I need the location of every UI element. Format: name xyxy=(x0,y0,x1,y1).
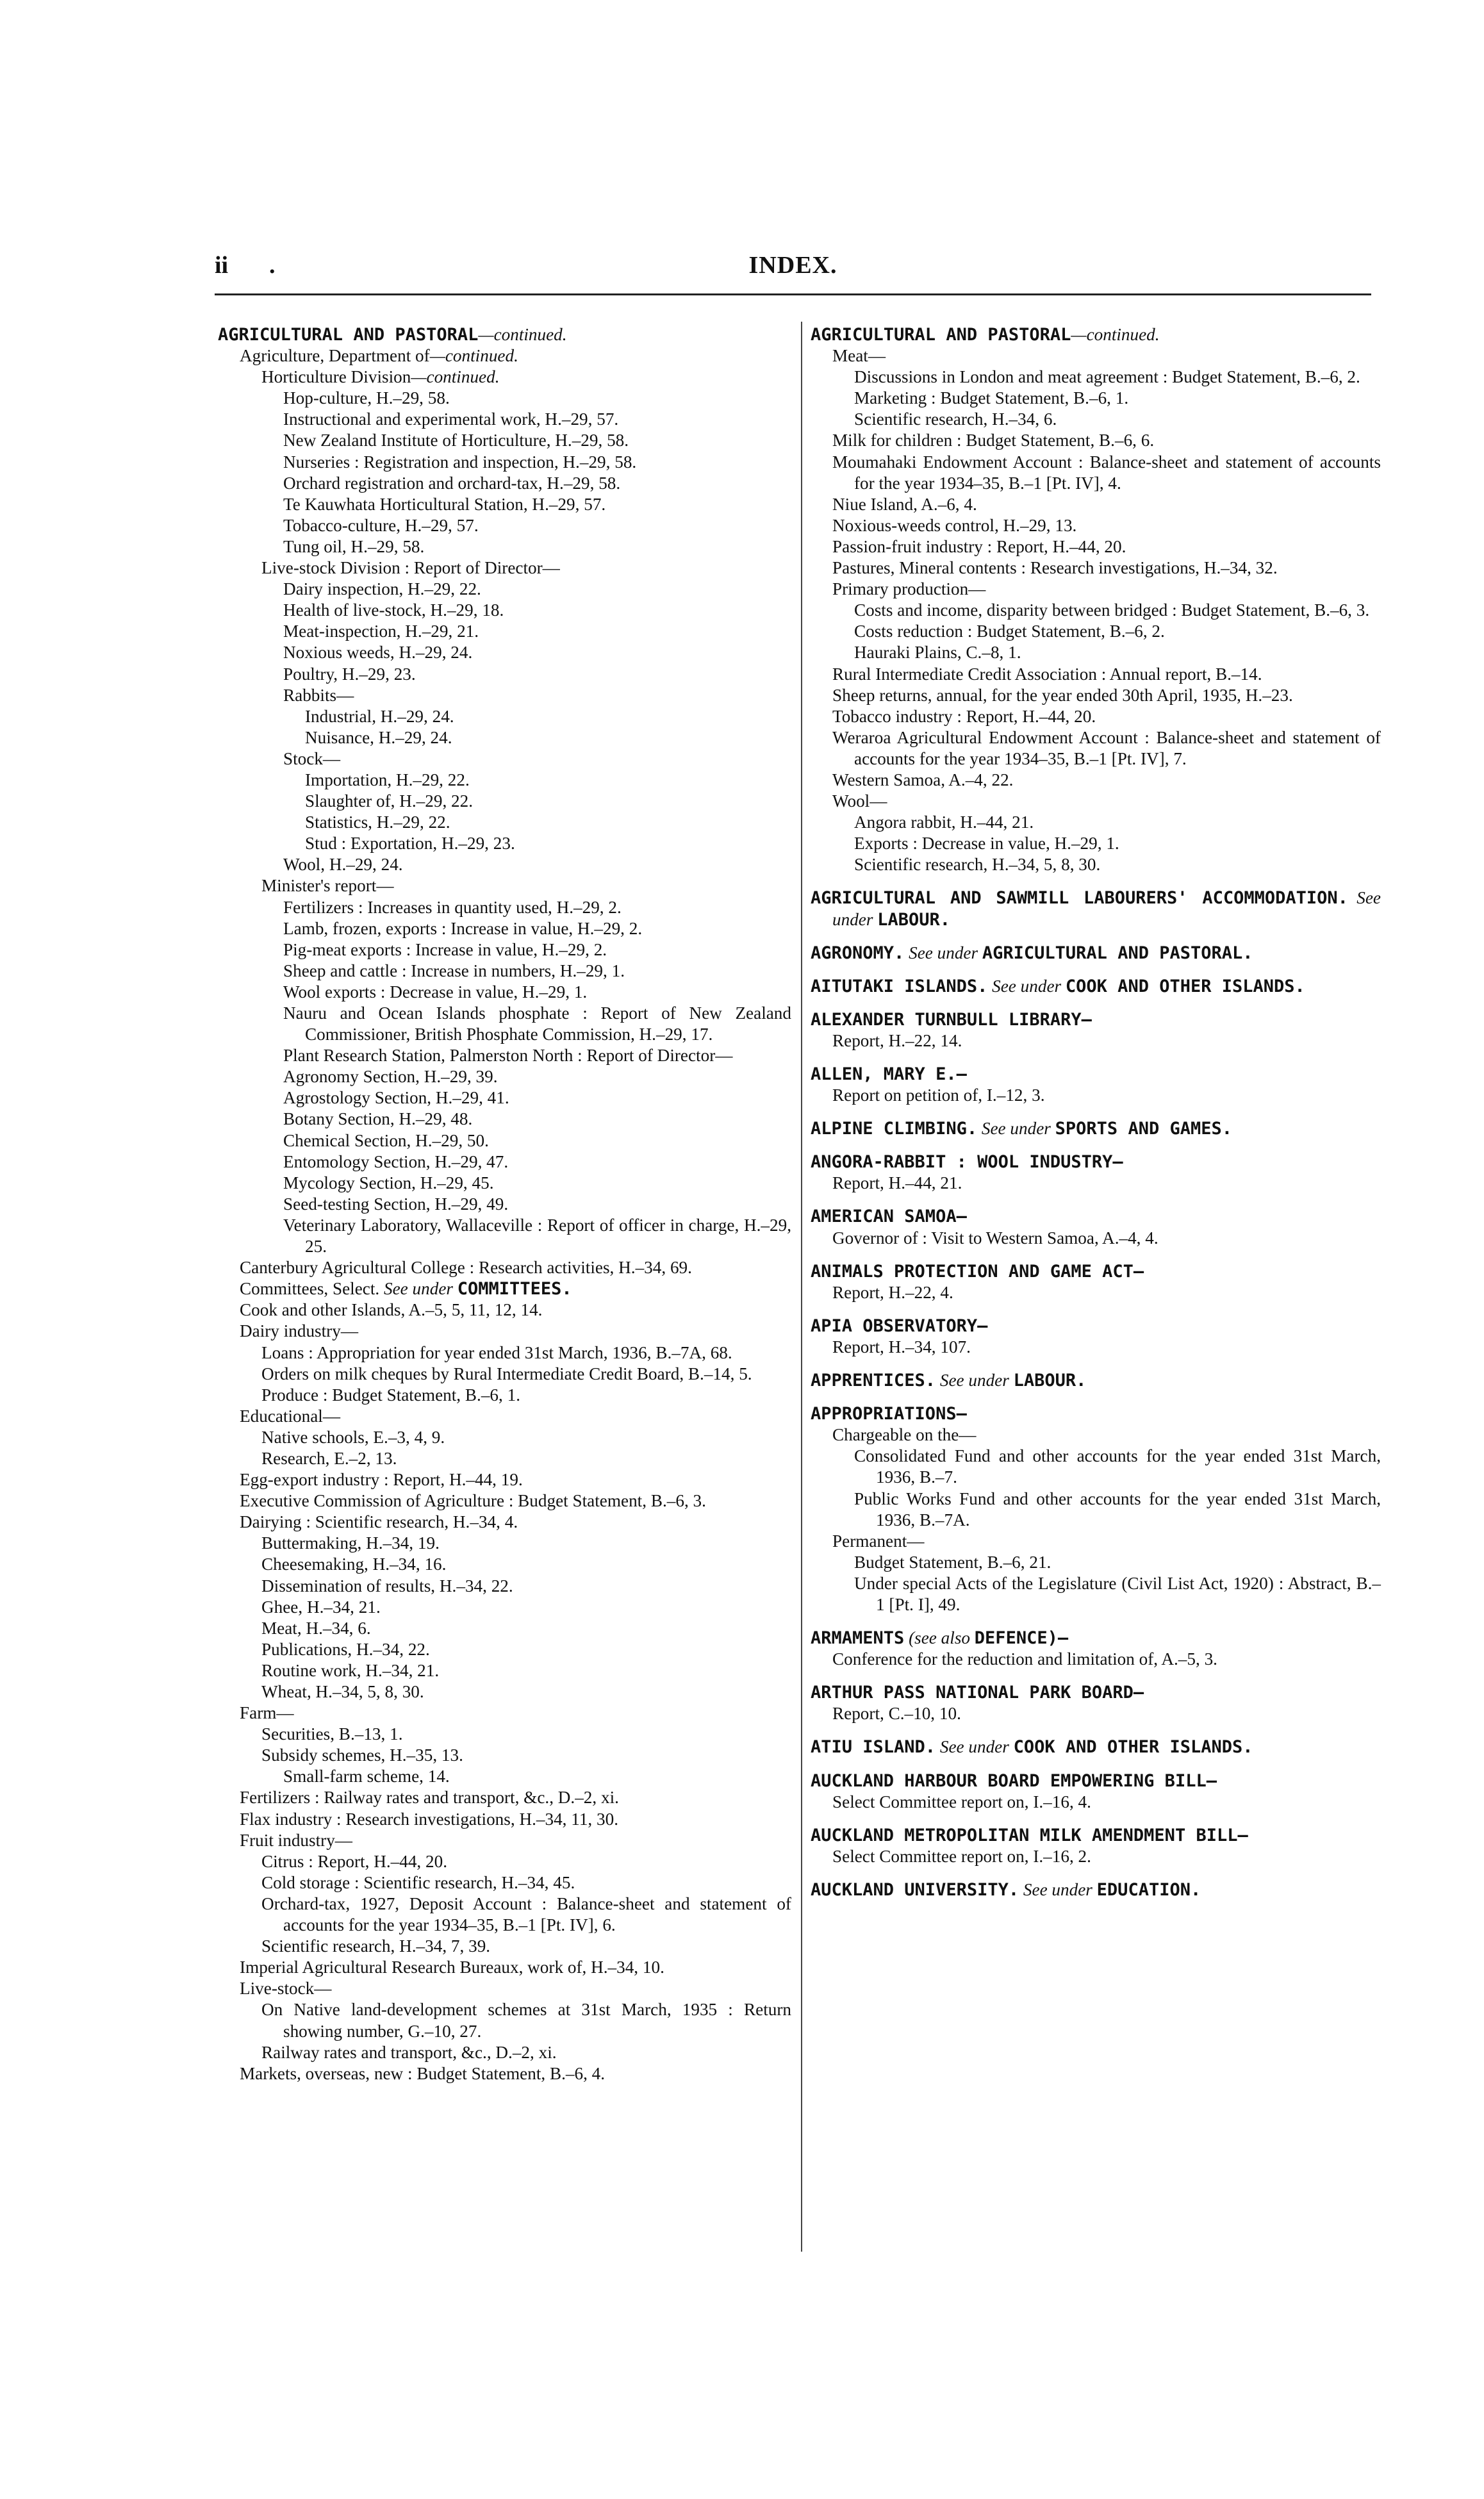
subentry: Moumahaki Endowment Account : Balance-sheet and statement of accounts for the year 1934–35, B.–1 [Pt. IV], 4. xyxy=(832,452,1381,493)
subentry: Stock— xyxy=(283,748,341,768)
subentry: Cook and other Islands, A.–5, 5, 11, 12, 14. xyxy=(240,1300,543,1320)
list-item: Report, C.–10, 10. xyxy=(832,1704,961,1724)
index-entry-heading: ALLEN, MARY E.— xyxy=(811,1064,967,1084)
index-entry-heading: AUCKLAND METROPOLITAN MILK AMENDMENT BILL— xyxy=(811,1825,1248,1845)
index-entry-heading: AUCKLAND HARBOUR BOARD EMPOWERING BILL— xyxy=(811,1770,1217,1791)
list-item: Railway rates and transport, &c., D.–2, xi. xyxy=(261,2042,557,2062)
list-item: Mycology Section, H.–29, 45. xyxy=(283,1173,494,1192)
list-item: Angora rabbit, H.–44, 21. xyxy=(854,812,1034,832)
subentry: Tobacco industry : Report, H.–44, 20. xyxy=(832,706,1096,726)
index-entry: AGRICULTURAL AND SAWMILL LABOURERS' ACCOMMODATION. See under LABOUR. xyxy=(811,888,1381,930)
subentry: Weraroa Agricultural Endowment Account : Balance-sheet and statement of accounts for the year 1934–35, B.–1 [Pt. IV], 7. xyxy=(832,727,1381,768)
list-item: Select Committee report on, I.–16, 2. xyxy=(832,1846,1091,1866)
list-item: Exports : Decrease in value, H.–29, 1. xyxy=(854,834,1119,854)
subentry: Passion-fruit industry : Report, H.–44, 20. xyxy=(832,536,1126,556)
subentry: Wool— xyxy=(832,791,887,811)
list-item: Tobacco-culture, H.–29, 57. xyxy=(283,515,479,535)
list-item: Dairy inspection, H.–29, 22. xyxy=(283,579,481,599)
subentry: Plant Research Station, Palmerston North : Report of Director— xyxy=(283,1046,733,1066)
index-entry: ALPINE CLIMBING. See under SPORTS AND GAMES. xyxy=(811,1119,1232,1139)
subentry: Fertilizers : Railway rates and transport, &c., D.–2, xi. xyxy=(240,1788,619,1808)
list-item: Research, E.–2, 13. xyxy=(261,1448,397,1468)
list-item: Cheesemaking, H.–34, 16. xyxy=(261,1555,447,1574)
list-item: Scientific research, H.–34, 6. xyxy=(854,409,1057,429)
list-item: Stud : Exportation, H.–29, 23. xyxy=(305,834,515,854)
list-item: Industrial, H.–29, 24. xyxy=(305,706,454,726)
list-item: Veterinary Laboratory, Wallaceville : Report of officer in charge, H.–29, 25. xyxy=(283,1215,791,1257)
subentry: Farm— xyxy=(240,1703,294,1723)
list-item: Report, H.–22, 4. xyxy=(832,1282,953,1302)
subentry: Imperial Agricultural Research Bureaux, work of, H.–34, 10. xyxy=(240,1958,664,1977)
list-item: Citrus : Report, H.–44, 20. xyxy=(261,1851,447,1871)
list-item: Buttermaking, H.–34, 19. xyxy=(261,1533,440,1553)
list-item: Report, H.–34, 107. xyxy=(832,1337,971,1357)
subentry: Horticulture Division—continued. xyxy=(261,367,500,387)
list-item: Importation, H.–29, 22. xyxy=(305,770,470,789)
subentry: Dairying : Scientific research, H.–34, 4. xyxy=(240,1512,518,1532)
list-item: Nauru and Ocean Islands phosphate : Report of New Zealand Commissioner, British Phosphate Commission, H.–29, 17. xyxy=(283,1003,791,1044)
list-item: Hauraki Plains, C.–8, 1. xyxy=(854,643,1021,663)
list-item: Fertilizers : Increases in quantity used, H.–29, 2. xyxy=(283,897,622,917)
list-item: Poultry, H.–29, 23. xyxy=(283,664,416,684)
list-item: Orchard-tax, 1927, Deposit Account : Balance-sheet and statement of accounts for the year 1934–35, B.–1 [Pt. IV], 6. xyxy=(261,1893,791,1935)
list-item: Small-farm scheme, 14. xyxy=(283,1767,450,1786)
index-entry-heading: APIA OBSERVATORY— xyxy=(811,1315,988,1336)
list-item: Orders on milk cheques by Rural Intermediate Credit Board, B.–14, 5. xyxy=(261,1364,752,1383)
subentry: Live-stock— xyxy=(240,1979,332,1999)
list-item: New Zealand Institute of Horticulture, H.–29, 58. xyxy=(283,431,629,450)
subentry: Niue Island, A.–6, 4. xyxy=(832,494,977,514)
list-item: Meat-inspection, H.–29, 21. xyxy=(283,622,479,641)
list-item: Governor of : Visit to Western Samoa, A.–4, 4. xyxy=(832,1228,1158,1248)
list-item: Pig-meat exports : Increase in value, H.–29, 2. xyxy=(283,939,607,959)
list-item: Wheat, H.–34, 5, 8, 30. xyxy=(261,1682,424,1701)
list-item: Dissemination of results, H.–34, 22. xyxy=(261,1576,513,1596)
subentry: Live-stock Division : Report of Director— xyxy=(261,558,560,578)
page-title: INDEX. xyxy=(748,252,837,279)
list-item: Report on petition of, I.–12, 3. xyxy=(832,1085,1045,1105)
entry-heading: AGRICULTURAL AND PASTORAL—continued. xyxy=(811,325,1160,345)
subentry: Executive Commission of Agriculture : Budget Statement, B.–6, 3. xyxy=(240,1491,706,1511)
list-item: Public Works Fund and other accounts for the year ended 31st March, 1936, B.–7A. xyxy=(854,1489,1381,1530)
subentry: Egg-export industry : Report, H.–44, 19. xyxy=(240,1470,523,1490)
subentry: Noxious-weeds control, H.–29, 13. xyxy=(832,515,1077,535)
list-item: Nurseries : Registration and inspection, H.–29, 58. xyxy=(283,452,637,472)
list-item: Securities, B.–13, 1. xyxy=(261,1724,403,1744)
list-item: Botany Section, H.–29, 48. xyxy=(283,1109,473,1129)
list-item: Loans : Appropriation for year ended 31st March, 1936, B.–7A, 68. xyxy=(261,1342,732,1362)
list-item: Marketing : Budget Statement, B.–6, 1. xyxy=(854,388,1129,408)
list-item: Sheep and cattle : Increase in numbers, H.–29, 1. xyxy=(283,961,625,980)
subentry: Rural Intermediate Credit Association : Annual report, B.–14. xyxy=(832,664,1262,684)
list-item: Publications, H.–34, 22. xyxy=(261,1639,430,1659)
index-entry-heading: ALEXANDER TURNBULL LIBRARY— xyxy=(811,1009,1092,1030)
list-item: Lamb, frozen, exports : Increase in value, H.–29, 2. xyxy=(283,918,643,938)
list-item: Cold storage : Scientific research, H.–34, 45. xyxy=(261,1872,575,1892)
index-entry: APPRENTICES. See under LABOUR. xyxy=(811,1371,1087,1391)
index-entry-heading: AMERICAN SAMOA— xyxy=(811,1207,967,1227)
subentry: Committees, Select. See under COMMITTEES. xyxy=(240,1279,572,1299)
page-number-dot: . xyxy=(269,252,276,279)
list-item: Tung oil, H.–29, 58. xyxy=(283,536,425,556)
list-item: Select Committee report on, I.–16, 4. xyxy=(832,1792,1091,1811)
header-rule xyxy=(215,293,1371,295)
column-divider xyxy=(801,322,802,2252)
list-item: Wool, H.–29, 24. xyxy=(283,855,403,875)
list-item: Produce : Budget Statement, B.–6, 1. xyxy=(261,1385,520,1405)
index-entry-heading: ANIMALS PROTECTION AND GAME ACT— xyxy=(811,1261,1144,1282)
subentry: Flax industry : Research investigations, H.–34, 11, 30. xyxy=(240,1809,619,1829)
list-item: Ghee, H.–34, 21. xyxy=(261,1597,381,1617)
subentry: Meat— xyxy=(832,346,886,366)
left-column xyxy=(218,324,791,2084)
list-item: Health of live-stock, H.–29, 18. xyxy=(283,600,504,620)
list-item: Agronomy Section, H.–29, 39. xyxy=(283,1067,498,1087)
list-item: Orchard registration and orchard-tax, H.–29, 58. xyxy=(283,473,621,493)
list-item: Seed-testing Section, H.–29, 49. xyxy=(283,1194,509,1214)
subentry: Minister's report— xyxy=(261,876,394,896)
list-item: Noxious weeds, H.–29, 24. xyxy=(283,643,473,663)
list-item: Discussions in London and meat agreement : Budget Statement, B.–6, 2. xyxy=(854,367,1360,387)
index-entry: AGRONOMY. See under AGRICULTURAL AND PASTORAL. xyxy=(811,943,1253,963)
list-item: Nuisance, H.–29, 24. xyxy=(305,727,452,747)
list-item: Agrostology Section, H.–29, 41. xyxy=(283,1088,509,1108)
page-number: ii xyxy=(215,252,229,279)
subentry: Canterbury Agricultural College : Research activities, H.–34, 69. xyxy=(240,1258,692,1278)
list-item: Report, H.–22, 14. xyxy=(832,1030,962,1050)
list-item: Native schools, E.–3, 4, 9. xyxy=(261,1427,445,1447)
subentry: Dairy industry— xyxy=(240,1321,359,1341)
list-item: Report, H.–44, 21. xyxy=(832,1173,962,1193)
index-entry-heading: ARMAMENTS (see also DEFENCE)— xyxy=(811,1628,1069,1649)
index-entry-heading: ARTHUR PASS NATIONAL PARK BOARD— xyxy=(811,1683,1144,1703)
subentry: Western Samoa, A.–4, 22. xyxy=(832,770,1014,789)
list-item: Chemical Section, H.–29, 50. xyxy=(283,1130,489,1150)
list-item: Hop-culture, H.–29, 58. xyxy=(283,388,450,408)
list-item: Scientific research, H.–34, 7, 39. xyxy=(261,1936,491,1956)
subentry: Permanent— xyxy=(832,1531,925,1551)
subentry: Rabbits— xyxy=(283,685,354,705)
subentry: Primary production— xyxy=(832,579,986,599)
list-item: Te Kauwhata Horticultural Station, H.–29, 57. xyxy=(283,494,606,514)
list-item: Budget Statement, B.–6, 21. xyxy=(854,1552,1051,1572)
subentry: Chargeable on the— xyxy=(832,1425,977,1445)
entry-heading: AGRICULTURAL AND PASTORAL—continued. xyxy=(218,325,567,345)
list-item: Subsidy schemes, H.–35, 13. xyxy=(261,1745,463,1765)
list-item: Conference for the reduction and limitation of, A.–5, 3. xyxy=(832,1649,1217,1669)
list-item: Statistics, H.–29, 22. xyxy=(305,812,450,832)
subentry: Sheep returns, annual, for the year ended 30th April, 1935, H.–23. xyxy=(832,685,1293,705)
right-column xyxy=(811,324,1381,1901)
index-entry-heading: APPROPRIATIONS— xyxy=(811,1404,967,1424)
index-entry: AUCKLAND UNIVERSITY. See under EDUCATION. xyxy=(811,1879,1201,1900)
list-item: Costs and income, disparity between bridged : Budget Statement, B.–6, 3. xyxy=(854,600,1370,620)
index-entry: ATIU ISLAND. See under COOK AND OTHER ISLANDS. xyxy=(811,1737,1253,1758)
index-entry-heading: ANGORA-RABBIT : WOOL INDUSTRY— xyxy=(811,1152,1123,1173)
subentry: Markets, overseas, new : Budget Statement, B.–6, 4. xyxy=(240,2063,606,2083)
list-item: Routine work, H.–34, 21. xyxy=(261,1660,440,1680)
index-entry: AITUTAKI ISLANDS. See under COOK AND OTHER ISLANDS. xyxy=(811,976,1305,996)
list-item: Costs reduction : Budget Statement, B.–6, 2. xyxy=(854,622,1165,641)
list-item: Entomology Section, H.–29, 47. xyxy=(283,1151,509,1171)
list-item: Under special Acts of the Legislature (Civil List Act, 1920) : Abstract, B.–1 [Pt. I], 49. xyxy=(854,1573,1381,1614)
page-header xyxy=(215,251,1371,290)
list-item: Instructional and experimental work, H.–29, 57. xyxy=(283,409,619,429)
subentry: Pastures, Mineral contents : Research investigations, H.–34, 32. xyxy=(832,558,1278,578)
list-item: Wool exports : Decrease in value, H.–29, 1. xyxy=(283,982,588,1002)
subentry: Fruit industry— xyxy=(240,1830,352,1850)
list-item: Meat, H.–34, 6. xyxy=(261,1618,371,1638)
subentry: Agriculture, Department of—continued. xyxy=(240,346,518,366)
list-item: Consolidated Fund and other accounts for the year ended 31st March, 1936, B.–7. xyxy=(854,1446,1381,1487)
subentry: Educational— xyxy=(240,1406,341,1426)
list-item: Slaughter of, H.–29, 22. xyxy=(305,791,474,811)
list-item: On Native land-development schemes at 31st March, 1935 : Return showing number, G.–10, 27. xyxy=(261,2000,791,2041)
subentry: Milk for children : Budget Statement, B.–6, 6. xyxy=(832,431,1155,450)
list-item: Scientific research, H.–34, 5, 8, 30. xyxy=(854,855,1101,875)
